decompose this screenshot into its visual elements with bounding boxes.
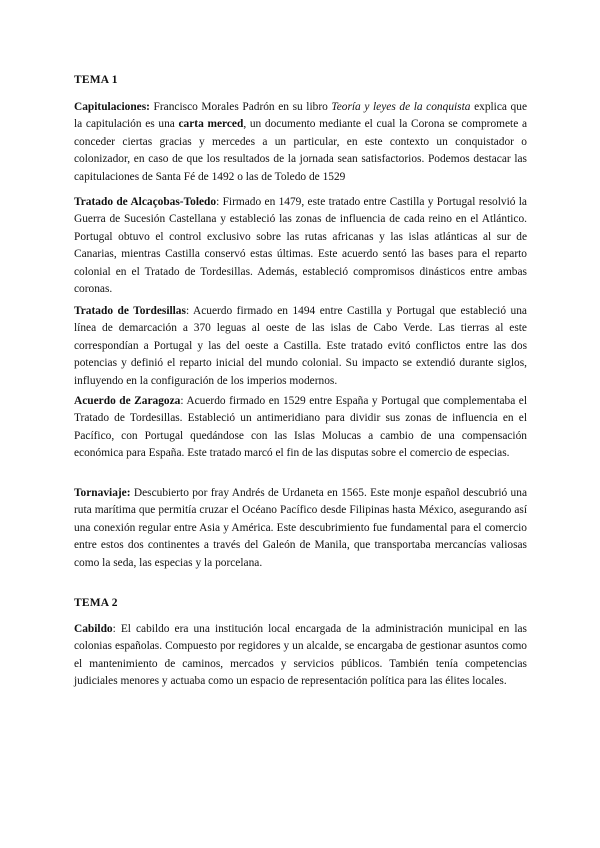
tordesillas-paragraph	[74, 303, 527, 390]
cabildo-paragraph	[74, 621, 527, 691]
alcacobas-paragraph	[74, 194, 527, 298]
capitulaciones-text-3: , un documento mediante el cual la Corona se compromete a conceder ciertas gracias y mercedes a un particular, en este contexto un conquistador o colonizador, en caso de que los resultados de la jornada sean satisfactorios. Podemos destacar las capitulaciones de Santa Fé de 1492 o las de Toledo de 1529	[74, 118, 528, 183]
tornaviaje-text: Descubierto por fray Andrés de Urdaneta en 1565. Este monje español descubrió una ruta marítima que permitía cruzar el Océano Pacífico desde Filipinas hasta México, asegurando así una conexión regular entre Asia y América. Este descubrimiento fue fundamental para el comercio entre estos dos continentes a través del Galeón de Manila, que transportaba mercancías valiosas como la seda, las especias y la porcelana.	[74, 487, 527, 569]
tornaviaje-paragraph	[74, 485, 527, 572]
zaragoza-paragraph	[74, 393, 527, 463]
tema-2-heading: TEMA 2	[74, 597, 118, 609]
zaragoza-term: Acuerdo de Zaragoza	[74, 395, 181, 407]
zaragoza-text: : Acuerdo firmado en 1529 entre España y Portugal que complementaba el Tratado de Tordesillas. Estableció un antimeridiano para dividir sus zonas de influencia en el Pacífico, con Portugal quedándose con las Islas Molucas a cambio de una compensación económica para España. Este tratado marcó el fin de las disputas sobre el comercio de especias.	[74, 395, 527, 460]
cabildo-term: Cabildo	[74, 623, 113, 635]
cabildo-text: : El cabildo era una institución local encargada de la administración municipal en las colonias españolas. Compuesto por regidores y un alcalde, se encargaba de gestionar asuntos como el mantenimiento de caminos, mercados y servicios públicos. También tenía competencias judiciales menores y actuaba como un espacio de representación política para las élites locales.	[74, 623, 527, 688]
tordesillas-text: : Acuerdo firmado en 1494 entre Castilla y Portugal que estableció una línea de demarcación a 370 leguas al oeste de las islas de Cabo Verde. Las tierras al este correspondían a Portugal y las del oeste a Castilla. Este tratado evitó conflictos entre las dos potencias y definió el reparto inicial del mundo colonial. Su impacto se extendió durante siglos, influyendo en la configuración de los imperios modernos.	[74, 305, 527, 387]
alcacobas-term: Tratado de Alcaçobas-Toledo	[74, 196, 217, 208]
capitulaciones-term: Capitulaciones:	[74, 101, 150, 113]
capitulaciones-text-2: explica que la capitulación es una	[74, 101, 527, 131]
alcacobas-text: : Firmado en 1479, este tratado entre Castilla y Portugal resolvió la Guerra de Sucesión Castellana y estableció las zonas de influencia de cada reino en el Atlántico. Portugal obtuvo el control exclusivo sobre las rutas africanas y las islas atlánticas al sur de Canarias, mientras Castilla conservó estas últimas. Este acuerdo sentó las bases para el reparto colonial en el Tratado de Tordesillas. Además, estableció compromisos dinásticos entre ambas coronas.	[74, 196, 527, 296]
capitulaciones-text-1: Francisco Morales Padrón en su libro	[149, 101, 332, 113]
tornaviaje-term: Tornaviaje:	[74, 487, 131, 499]
capitulaciones-paragraph	[74, 99, 527, 186]
book-title: Teoría y leyes de la conquista	[331, 101, 471, 113]
carta-merced-term: carta merced	[178, 118, 244, 131]
tordesillas-term: Tratado de Tordesillas	[74, 305, 186, 317]
tema-1-heading: TEMA 1	[74, 74, 118, 86]
